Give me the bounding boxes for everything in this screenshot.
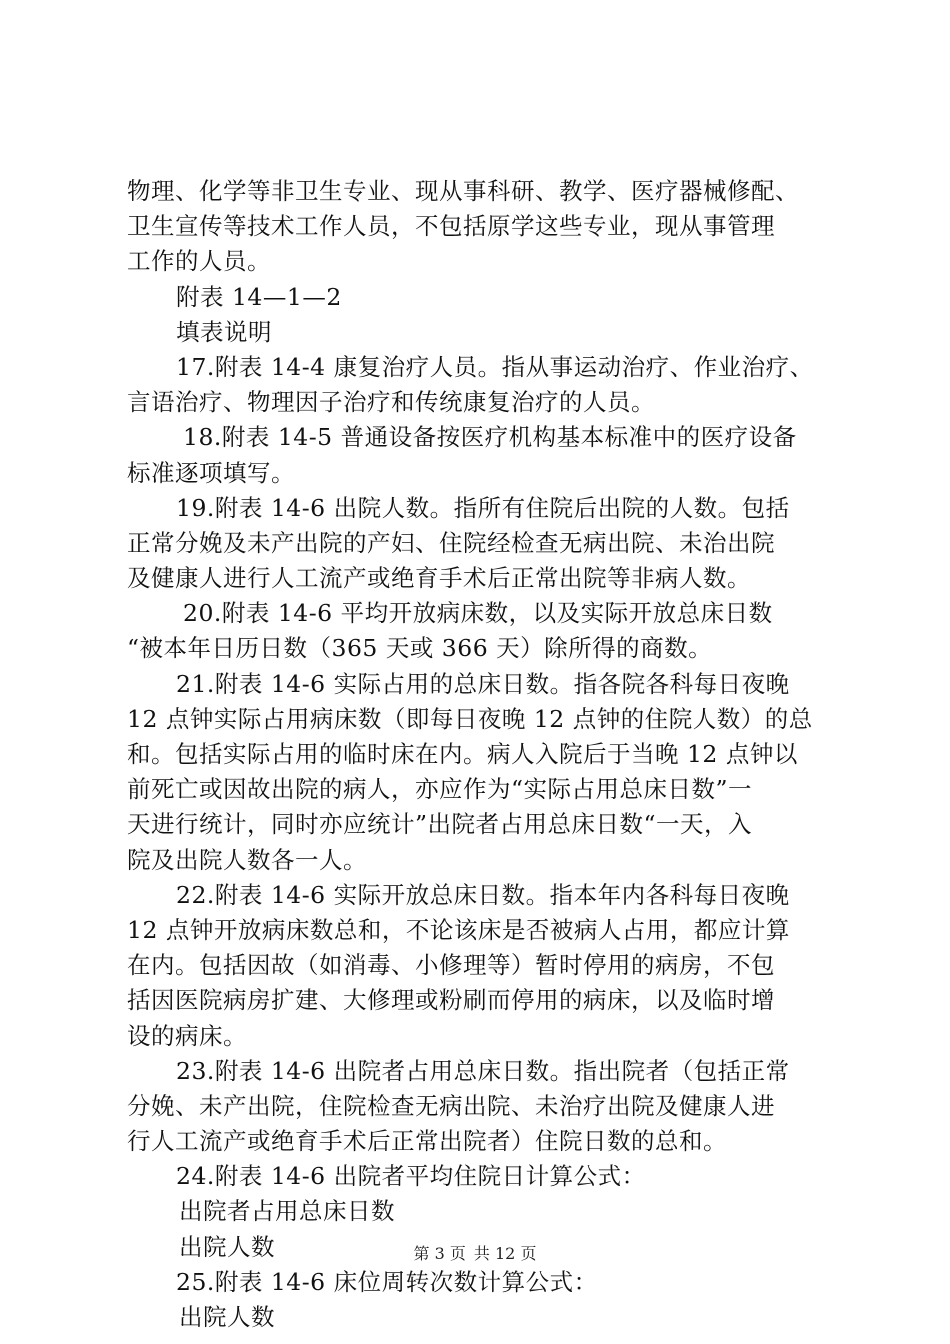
text-line: 18.附表 14-5 普通设备按医疗机构基本标准中的医疗设备 — [183, 423, 797, 452]
text-line: 及健康人进行人工流产或绝育手术后正常出院等非病人数。 — [127, 564, 751, 593]
text-line: 在内。包括因故（如消毒、小修理等）暂时停用的病房，不包 — [127, 951, 775, 980]
text-line: 前死亡或因故出院的病人，亦应作为“实际占用总床日数”一 — [127, 775, 753, 804]
formula-numerator: 出院人数 — [179, 1303, 275, 1331]
page-number: 第 3 页 — [413, 1244, 466, 1263]
text-line: 12 点钟实际占用病床数（即每日夜晚 12 点钟的住院人数）的总 — [127, 704, 813, 733]
text-line: 括因医院病房扩建、大修理或粉刷而停用的病床，以及临时增 — [127, 986, 775, 1015]
text-line: 言语治疗、物理因子治疗和传统康复治疗的人员。 — [127, 388, 655, 417]
page-footer — [0, 1244, 950, 1264]
text-line: 天进行统计，同时亦应统计”出院者占用总床日数“一天，入 — [127, 810, 753, 839]
text-line: 正常分娩及未产出院的产妇、住院经检查无病出院、未治出院 — [127, 528, 775, 557]
text-line: 17.附表 14-4 康复治疗人员。指从事运动治疗、作业治疗、 — [176, 352, 814, 381]
text-line: 22.附表 14-6 实际开放总床日数。指本年内各科每日夜晚 — [176, 880, 790, 909]
text-line: 设的病床。 — [127, 1021, 247, 1050]
section-heading: 填表说明 — [176, 317, 272, 346]
text-line: 行人工流产或绝育手术后正常出院者）住院日数的总和。 — [127, 1127, 727, 1156]
text-line: 21.附表 14-6 实际占用的总床日数。指各院各科每日夜晚 — [176, 669, 790, 698]
text-line: 24.附表 14-6 出院者平均住院日计算公式： — [176, 1162, 646, 1191]
text-line: 19.附表 14-6 出院人数。指所有住院后出院的人数。包括 — [176, 493, 790, 522]
text-line: 23.附表 14-6 出院者占用总床日数。指出院者（包括正常 — [176, 1056, 790, 1085]
page-total: 共 12 页 — [473, 1244, 537, 1263]
document-body — [127, 174, 837, 1335]
text-line: 20.附表 14-6 平均开放病床数，以及实际开放总床日数 — [183, 599, 773, 628]
text-line: 和。包括实际占用的临时床在内。病人入院后于当晚 12 点钟以 — [127, 740, 798, 768]
text-line: 分娩、未产出院，住院检查无病出院、未治疗出院及健康人进 — [127, 1091, 775, 1120]
text-line: 标准逐项填写。 — [127, 458, 295, 487]
text-line: 物理、化学等非卫生专业、现从事科研、教学、医疗器械修配、 — [127, 177, 799, 205]
formula-numerator: 出院者占用总床日数 — [179, 1197, 395, 1226]
table-ref-heading: 附表 14—1—2 — [176, 282, 342, 311]
formula-denominator: 出院人数 — [179, 1232, 275, 1261]
text-line: 25.附表 14-6 床位周转次数计算公式： — [176, 1267, 598, 1296]
text-line: “被本年日历日数（365 天或 366 天）除所得的商数。 — [127, 634, 713, 663]
text-line: 卫生宣传等技术工作人员，不包括原学这些专业，现从事管理 — [127, 212, 775, 241]
text-line: 院及出院人数各一人。 — [127, 845, 367, 874]
text-line: 12 点钟开放病床数总和，不论该床是否被病人占用，都应计算 — [127, 915, 790, 944]
text-line: 工作的人员。 — [127, 247, 271, 276]
